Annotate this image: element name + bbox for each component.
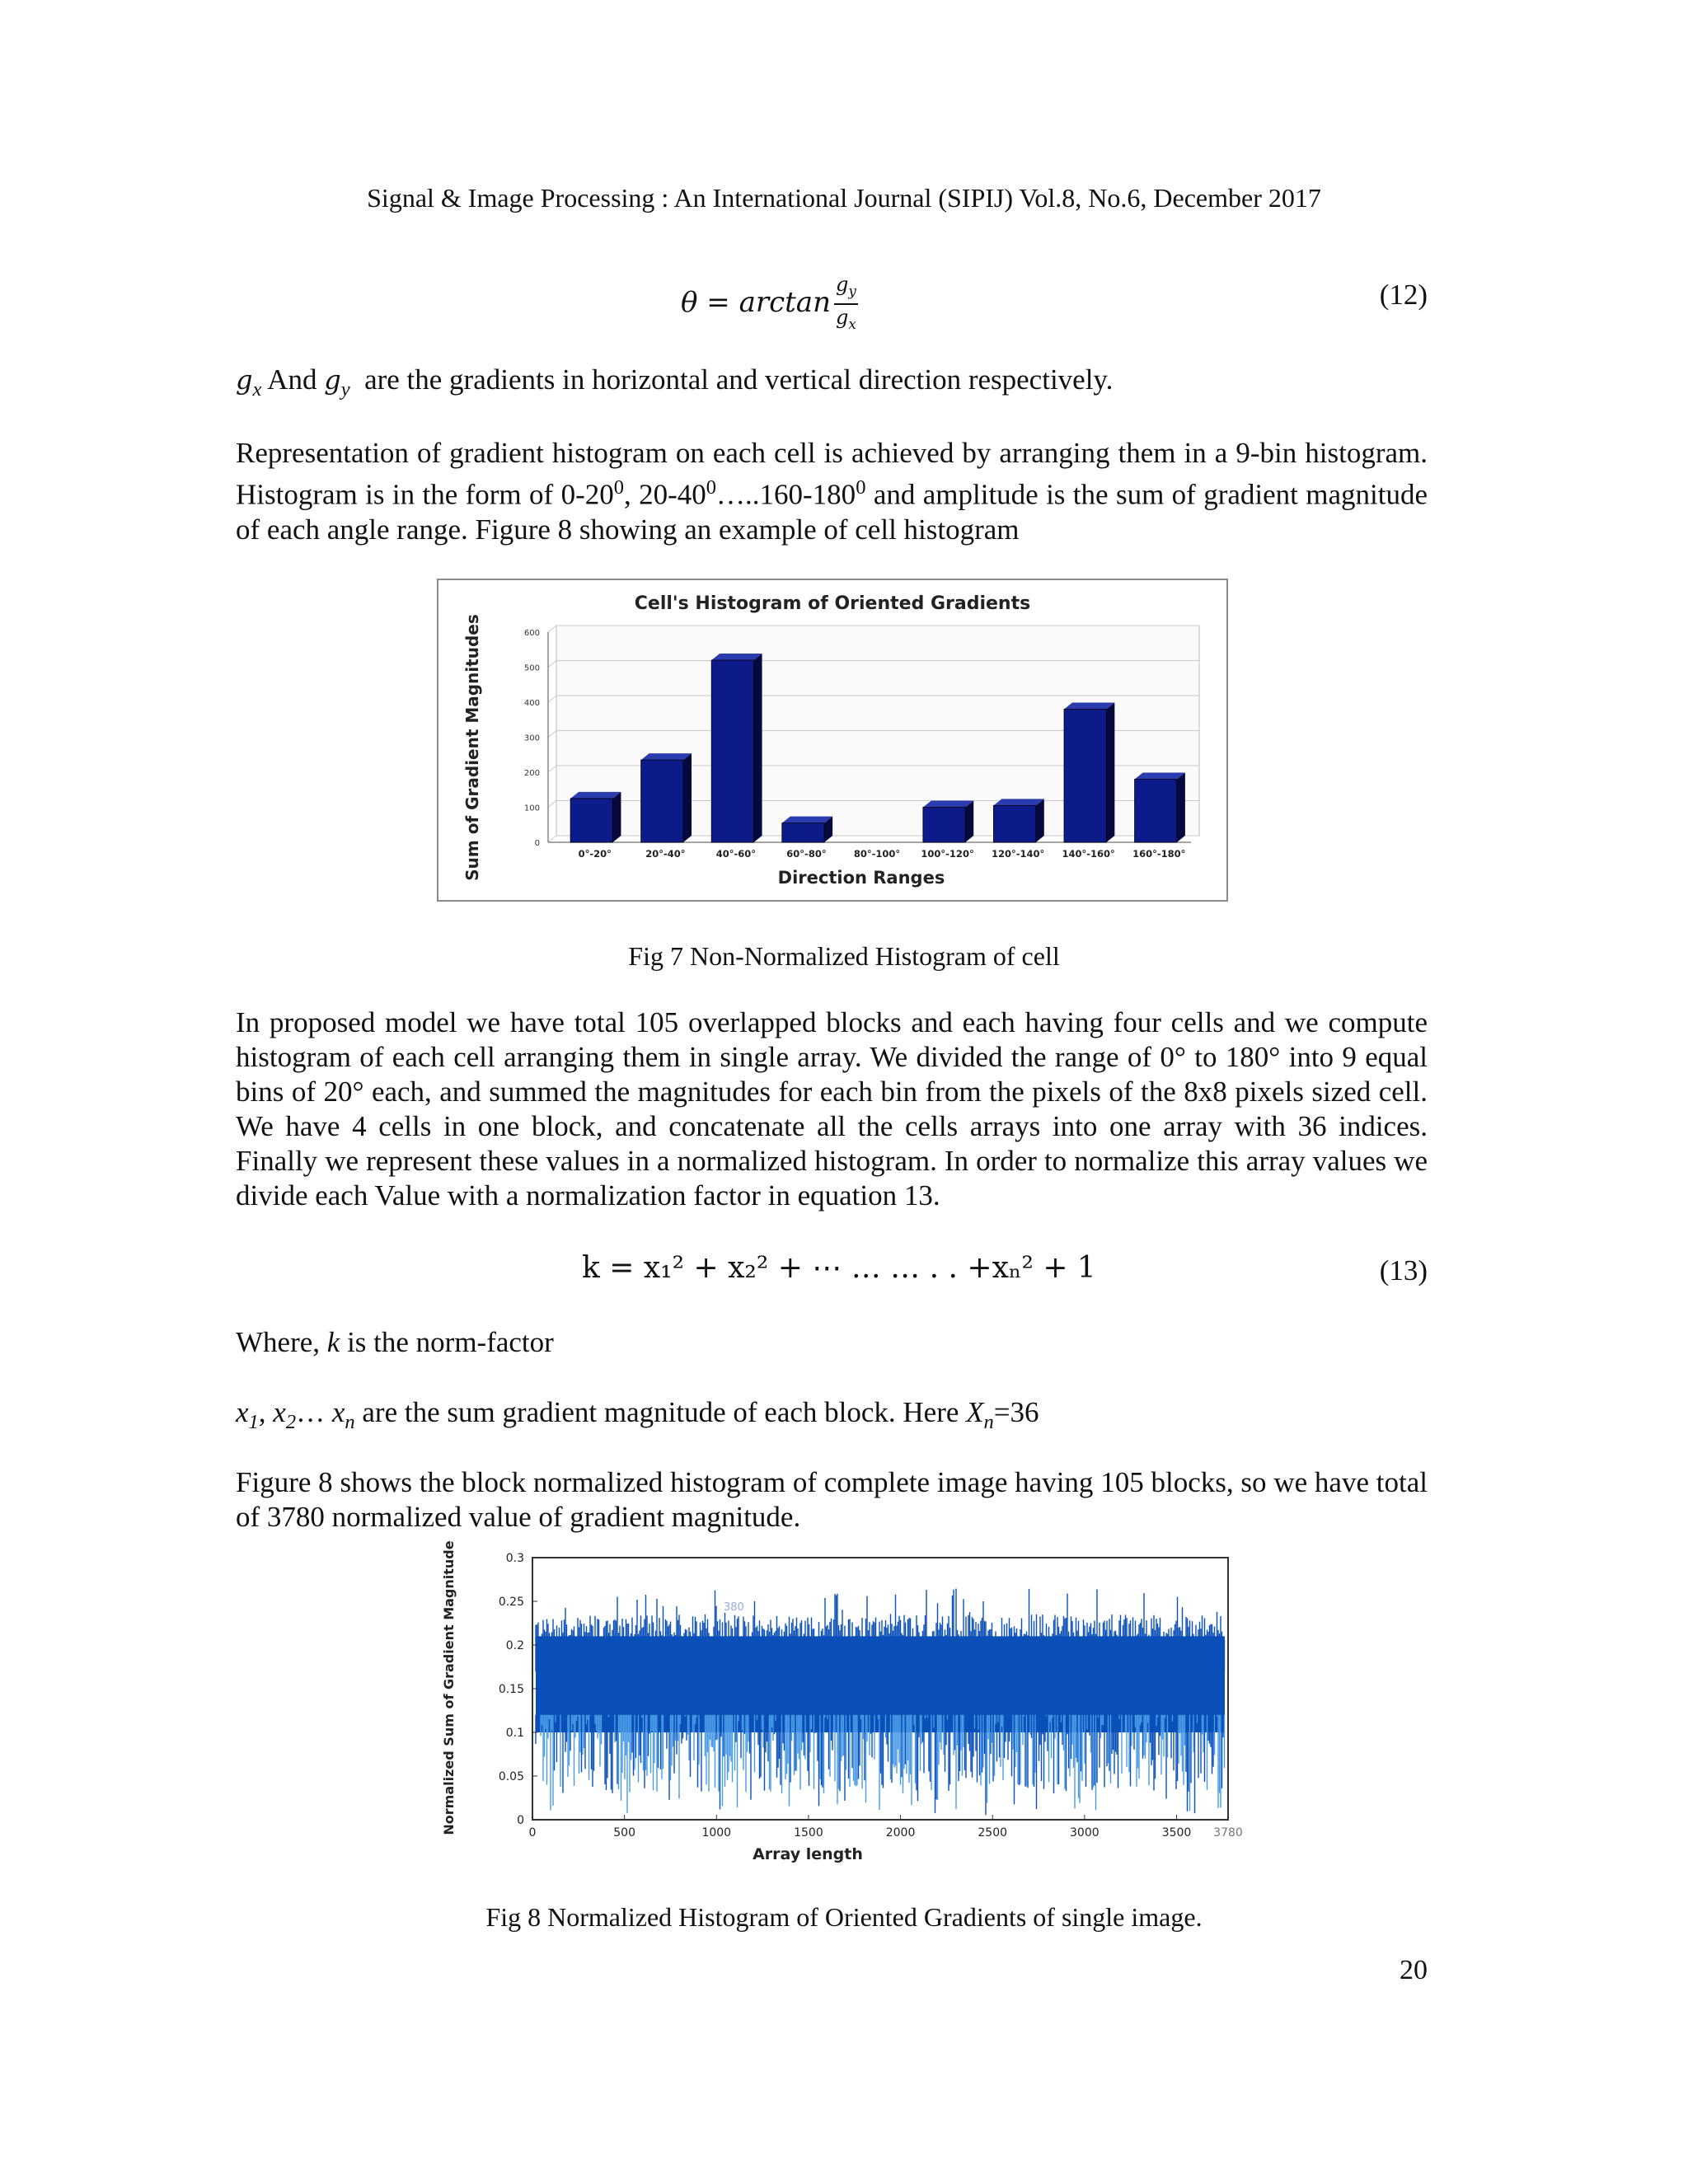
figure-7-bar [1064,703,1114,843]
figure-8-xtick: 1500 [794,1826,823,1840]
model-paragraph: In proposed model we have total 105 overlapped blocks and each having four cells and we compute histogram of each cell arranging them in single array. We divided the range of 0° to 180° into 9 equal bins of 20° each, and summed the magnitudes for each bin from the pixels of the 8x8 pixels sized cell. We have 4 cells in one block, and concatenate all the cells arrays into one array with 36 indices. Finally we represent these values in a normalized histogram. In order to normalize this array values we divide each Value with a normalization factor in equation 13. [236,1006,1428,1212]
figure-8-xtick: 2000 [885,1826,916,1840]
x-mid-text: are the sum gradient magnitude of each block. Here [354,1396,967,1428]
figure-7-ytick: 0 [534,839,540,848]
figure-8-xtick: 2500 [978,1826,1008,1840]
figure-8-xtick: 1000 [701,1826,732,1840]
figure-7-xtick: 20°-40° [645,848,686,860]
figure-8-ytick: 0.25 [498,1596,524,1609]
figure-7-caption: Fig 7 Non-Normalized Histogram of cell [628,941,1060,971]
eq12-lhs: θ = arctan [681,285,831,319]
figure-8-paragraph: Figure 8 shows the block normalized histogram of complete image having 105 blocks, so we have total of 3780 normalized value of gradient magnitude. [236,1466,1428,1533]
hist-text-4: and amplitude is the sum of gradient magnitude of each angle range. Figure 8 showing an example of cell histogram [236,478,1428,546]
equation-13-number: (13) [1379,1254,1428,1286]
figure-7-ytick: 400 [523,699,540,708]
where-post: is the norm-factor [340,1326,554,1358]
figure-7-xlabel: Direction Ranges [777,868,945,888]
figure-7-xtick: 0°-20° [578,848,612,860]
figure-8-annotation: 380 [724,1601,744,1614]
gx-subscript: x [252,378,262,401]
eq12-den-sub: x [848,315,856,332]
x-dots: … [296,1396,332,1428]
where-line [236,1325,1428,1360]
x-definition-line [236,1395,1428,1440]
xn-symbol: x [331,1396,345,1428]
figure-7-bar [711,654,762,842]
gy-subscript: y [340,378,350,401]
equation-13: k = x₁² + x₂² + ⋯ … … . . +xₙ² + 1 [582,1251,1096,1285]
figure-8-ytick: 0.3 [505,1552,524,1565]
figure-8-xtick: 3780 [1213,1826,1243,1840]
figure-7-bar [782,817,832,842]
figure-7-xtick: 100°-120° [921,848,974,860]
Xn-symbol: X [966,1396,984,1428]
page-number: 20 [1400,1955,1428,1985]
figure-7-chart [437,579,1228,902]
hist-sup-3: 0 [856,476,866,499]
figure-7-xtick: 60°-80° [786,848,827,860]
figure-7-ytick: 600 [523,629,540,638]
figure-7-bar [641,753,692,842]
x1-symbol: x [236,1396,249,1428]
figure-8-xtick: 500 [613,1826,636,1840]
hist-text-2: , 20-40 [623,478,706,511]
eq12-num-sub: y [848,282,856,299]
x2-sub: 2 [285,1411,297,1433]
hist-text-3: …..160-180 [716,478,856,511]
figure-8-ytick: 0.1 [505,1727,524,1740]
xn-sub: n [345,1411,355,1433]
x1-sub: 1 [248,1411,259,1433]
gradient-definition [236,363,1428,407]
eq12-num: g [835,273,849,296]
equation-12-number: (12) [1379,279,1428,311]
x2-symbol: x [273,1396,286,1428]
figure-7-xtick: 140°-160° [1062,848,1115,860]
figure-8-ytick: 0 [517,1814,524,1827]
figure-7-title: Cell's Histogram of Oriented Gradients [634,593,1031,614]
figure-7-xtick: 40°-60° [715,848,757,860]
figure-7-ytick: 100 [523,804,540,813]
equation-12 [681,272,858,336]
figure-7-xtick: 120°-140° [991,848,1045,860]
hist-sup-1: 0 [613,476,624,499]
histogram-paragraph [236,436,1428,547]
figure-8-ylabel: Normalized Sum of Gradient Magnitude [441,1540,457,1835]
figure-7-ytick: 500 [523,663,540,673]
Xn-sub: n [983,1411,994,1433]
x-sep: , [258,1396,274,1428]
running-header: Signal & Image Processing : An International Journal (SIPIJ) Vol.8, No.6, December 2017 [367,183,1321,213]
figure-7-bar [1135,773,1185,843]
hist-text-1: Representation of gradient histogram on each cell is achieved by arranging them in a 9-bin histogram. Histogram is in the form of 0-20 [236,437,1428,511]
where-pre: Where, [236,1326,327,1358]
gx-symbol: g [236,364,253,396]
eq12-den: g [835,305,849,329]
figure-8-ytick: 0.05 [498,1770,524,1783]
figure-7-bar [993,799,1043,842]
figure-7-xtick: 160°-180° [1132,848,1186,860]
figure-8-ytick: 0.2 [505,1639,524,1652]
figure-8-xtick: 3000 [1070,1826,1100,1840]
figure-7-xtick: 80°-100° [853,848,901,860]
hist-sup-2: 0 [706,476,717,499]
figure-8-caption: Fig 8 Normalized Histogram of Oriented Gradients of single image. [485,1902,1203,1932]
figure-7-ylabel: Sum of Gradient Magnitudes [462,614,482,881]
figure-8-xtick: 3500 [1161,1826,1192,1840]
figure-7-bar [923,801,973,843]
figure-7-bar [570,792,621,842]
figure-7-ytick: 200 [523,769,540,778]
gradient-definition-text: are the gradients in horizontal and vertical direction respectively. [364,363,1114,396]
eq12-fraction [834,272,858,336]
where-k: k [326,1326,340,1358]
and-word: And [261,363,325,396]
x-end-text: =36 [993,1396,1039,1428]
figure-8-ytick: 0.15 [498,1683,524,1696]
figure-8-chart [429,1540,1243,1871]
figure-8-xtick: 0 [528,1826,537,1840]
gy-symbol: g [324,364,341,396]
figure-7-ytick: 300 [523,733,540,743]
figure-8-xlabel: Array length [753,1845,863,1863]
